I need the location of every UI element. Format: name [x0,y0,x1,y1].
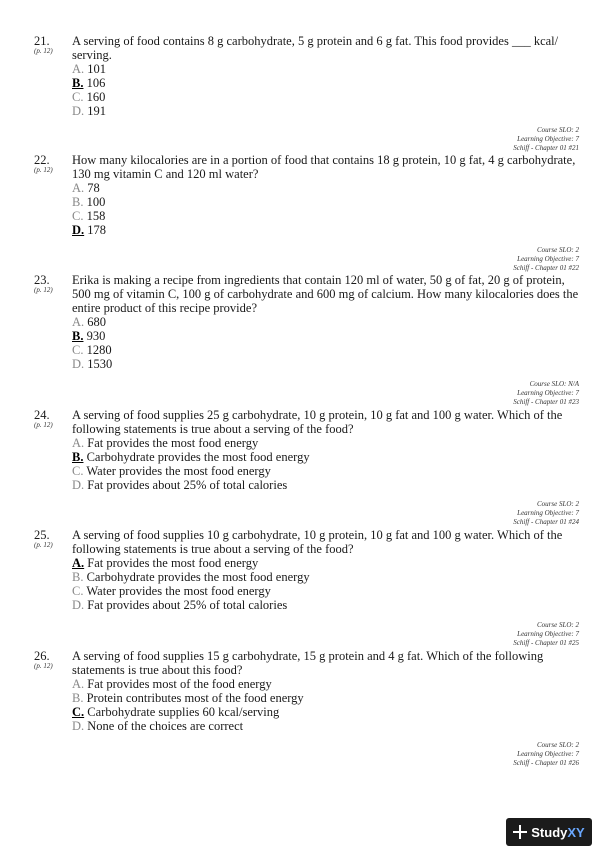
course-slo: Course SLO: 2 [536,741,579,749]
options [72,315,584,371]
question-number: 25. [34,528,50,542]
chapter-reference: Schiff - Chapter 01 #24 [513,518,579,526]
option-letter: A. [72,181,85,195]
chapter-reference: Schiff - Chapter 01 #25 [513,639,579,647]
option-text: 100 [86,195,106,209]
question-text: How many kilocalories are in a portion of food that contains 18 g protein, 10 g fat, 4 g carbohydrate, 130 mg vitamin C and 120 ml water? [72,153,576,181]
question-number: 22. [34,153,50,167]
option-letter: C. [72,464,84,478]
question-meta [513,621,579,648]
option-letter: D. [72,357,85,371]
option-letter: D. [72,598,85,612]
question-text: Erika is making a recipe from ingredients that contain 120 ml of water, 50 g of fat, 20 g of protein, 500 mg of vitamin C, 100 g of carbohydrate and 600 mg of calcium. How many kilocalories does the entire product of this recipe provide? [72,273,579,315]
option-letter: B. [72,691,84,705]
option-a [72,181,584,195]
correct-option-letter: B. [72,450,84,464]
course-slo: Course SLO: 2 [536,246,579,254]
page-reference: (p. 12) [34,47,53,55]
options [72,677,584,733]
option-text: 178 [87,223,107,237]
option-text: 106 [86,76,106,90]
options [72,62,584,118]
correct-option-letter: B. [72,76,84,90]
option-text: 191 [87,104,107,118]
course-slo: Course SLO: N/A [529,380,579,388]
option-text: Protein contributes most of the food energy [86,691,304,705]
option-d [72,719,584,733]
option-letter: D. [72,478,85,492]
chapter-reference: Schiff - Chapter 01 #23 [513,398,579,406]
page-reference: (p. 12) [34,421,53,429]
option-letter: C. [72,209,84,223]
question-meta [513,380,579,407]
option-text: Fat provides most of the food energy [87,677,272,691]
option-letter: A. [72,62,85,76]
learning-objective: Learning Objective: 7 [517,135,579,143]
option-text: 930 [86,329,106,343]
question-number: 26. [34,649,50,663]
question-number: 21. [34,34,50,48]
option-letter: A. [72,436,85,450]
option-letter: A. [72,677,85,691]
chapter-reference: Schiff - Chapter 01 #22 [513,264,579,272]
option-d [72,104,584,118]
option-text: Fat provides the most food energy [87,436,259,450]
question-text: A serving of food supplies 25 g carbohydrate, 10 g protein, 10 g fat and 100 g water. Which of the following statements is true about a serving of the food? [72,408,563,436]
course-slo: Course SLO: 2 [536,126,579,134]
option-c [72,209,584,223]
option-text: Water provides the most food energy [86,464,271,478]
learning-objective: Learning Objective: 7 [517,255,579,263]
option-d [72,478,584,492]
option-text: Carbohydrate supplies 60 kcal/serving [87,705,280,719]
option-text: 160 [86,90,106,104]
correct-option-letter: A. [72,556,85,570]
options [72,436,584,492]
options [72,181,584,237]
option-d [72,357,584,371]
option-text: 1280 [86,343,112,357]
page-reference: (p. 12) [34,662,53,670]
option-text: 101 [87,62,107,76]
plus-icon [513,825,527,839]
option-text: Fat provides about 25% of total calories [87,478,288,492]
option-text: 1530 [87,357,113,371]
option-letter: C. [72,343,84,357]
option-c [72,343,584,357]
option-text: 78 [87,181,100,195]
page-reference: (p. 12) [34,286,53,294]
option-a [72,62,584,76]
brand-name-accent: XY [567,824,585,840]
option-b [72,450,584,464]
correct-option-letter: D. [72,223,85,237]
page-reference: (p. 12) [34,166,53,174]
learning-objective: Learning Objective: 7 [517,750,579,758]
option-b [72,691,584,705]
option-text: 680 [87,315,107,329]
option-text: Carbohydrate provides the most food energy [86,450,310,464]
option-letter: B. [72,570,84,584]
question-meta [513,126,579,153]
option-text: Fat provides the most food energy [87,556,259,570]
option-text: 158 [86,209,106,223]
option-letter: D. [72,104,85,118]
chapter-reference: Schiff - Chapter 01 #21 [513,144,579,152]
option-letter: B. [72,195,84,209]
studyxy-logo [506,818,592,846]
question-text: A serving of food contains 8 g carbohydrate, 5 g protein and 6 g fat. This food provides ___ kcal/ serving. [72,34,559,62]
option-text: Water provides the most food energy [86,584,271,598]
option-a [72,677,584,691]
option-d [72,598,584,612]
option-b [72,76,584,90]
option-c [72,705,584,719]
option-a [72,556,584,570]
course-slo: Course SLO: 2 [536,500,579,508]
option-text: Fat provides about 25% of total calories [87,598,288,612]
option-a [72,436,584,450]
option-b [72,329,584,343]
question-meta [513,246,579,273]
option-b [72,570,584,584]
option-letter: A. [72,315,85,329]
question-meta [513,741,579,768]
course-slo: Course SLO: 2 [536,621,579,629]
option-text: None of the choices are correct [87,719,244,733]
correct-option-letter: B. [72,329,84,343]
option-letter: D. [72,719,85,733]
chapter-reference: Schiff - Chapter 01 #26 [513,759,579,767]
question-number: 23. [34,273,50,287]
option-c [72,90,584,104]
learning-objective: Learning Objective: 7 [517,389,579,397]
option-letter: C. [72,584,84,598]
correct-option-letter: C. [72,705,85,719]
brand-name: Study [531,824,568,840]
option-c [72,464,584,478]
question-meta [513,500,579,527]
options [72,556,584,612]
option-d [72,223,584,237]
page-reference: (p. 12) [34,541,53,549]
option-c [72,584,584,598]
option-text: Carbohydrate provides the most food energy [86,570,310,584]
option-b [72,195,584,209]
learning-objective: Learning Objective: 7 [517,630,579,638]
question-number: 24. [34,408,50,422]
option-letter: C. [72,90,84,104]
question-text: A serving of food supplies 10 g carbohydrate, 10 g protein, 10 g fat and 100 g water. Which of the following statements is true about a serving of the food? [72,528,563,556]
question-text: A serving of food supplies 15 g carbohydrate, 15 g protein and 4 g fat. Which of the following statements is true about this food? [72,649,544,677]
learning-objective: Learning Objective: 7 [517,509,579,517]
option-a [72,315,584,329]
